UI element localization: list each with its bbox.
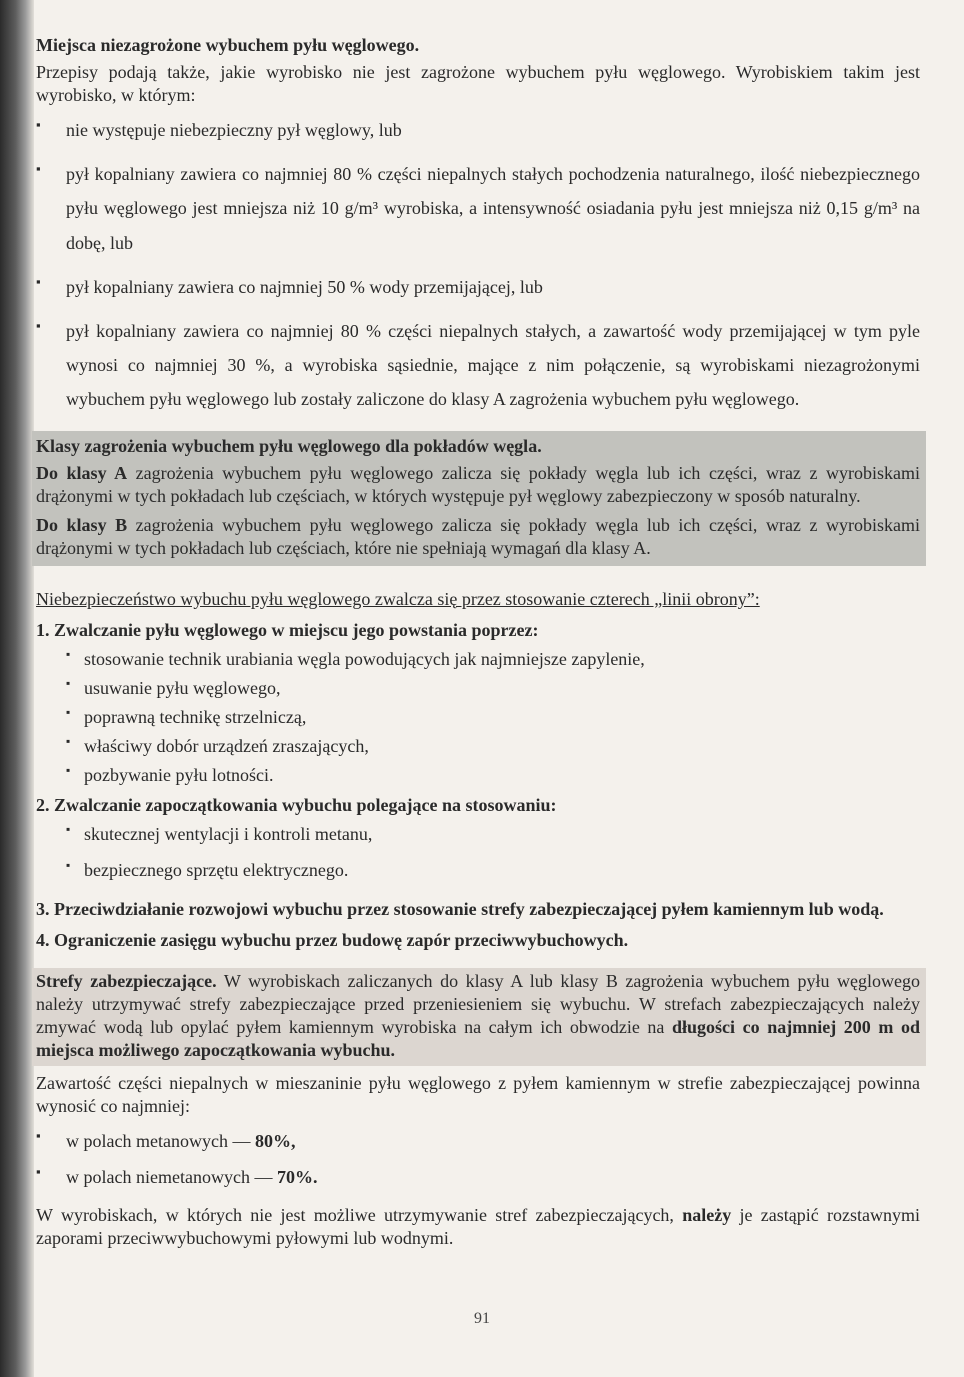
defense-line-title: 3. Przeciwdziałanie rozwojowi wybuchu przez stosowanie strefy zabezpieczającej pyłem kamiennym lub wodą. [36, 898, 884, 919]
defense-line-title: 2. Zwalczanie zapoczątkowania wybuchu polegające na stosowaniu: [36, 795, 557, 816]
list-item: ▪ nie występuje niebezpieczny pył węglowy, lub [36, 113, 920, 147]
list-item: ▪ stosowanie technik urabiania węgla powodujących jak najmniejsze zapylenie, [66, 646, 920, 672]
class-b-paragraph [36, 514, 920, 560]
pct-value: 70%. [276, 1166, 318, 1187]
pct-label: w polach metanowych — [66, 1130, 255, 1151]
safety-zones-lead: Strefy zabezpieczające. [36, 970, 217, 991]
list-item: ▪ pył kopalniany zawiera co najmniej 50 % wody przemijającej, lub [36, 270, 920, 304]
list-item [36, 1124, 920, 1158]
list-item: ▪ pył kopalniany zawiera co najmniej 80 % części niepalnych stałych, a zawartość wody przemijającej w tym pyle wynosi co najmniej 30 %, a wyrobiska sąsiednie, mające z nim połączenie, są wyrobiskami niezagrożonymi wybuchem pyłu węglowego lub zostały zaliczone do klasy A zagrożenia wybuchem pyłu węglowego. [36, 314, 920, 417]
section-intro: Przepisy podają także, jakie wyrobisko nie jest zagrożone wybuchem pyłu węglowego. Wyrobiskiem takim jest wyrobisko, w którym: [36, 62, 920, 106]
list-item: ▪ usuwanie pyłu węglowego, [66, 675, 920, 701]
class-b-lead: Do klasy B [36, 514, 128, 535]
percentage-list [36, 1124, 920, 1194]
defense-line-title: 4. Ograniczenie zasięgu wybuchu przez budowę zapór przeciwwybuchowych. [36, 929, 629, 950]
safety-zones-bold-tail: długości co najmniej 200 m od miejsca możliwego zapoczątkowania wybuchu. [36, 1016, 920, 1060]
page-number: 91 [474, 1310, 490, 1327]
safety-zones-paragraph [36, 970, 920, 1062]
list-item: ▪ właściwy dobór urządzeń zraszających, [66, 733, 920, 759]
list-item: ▪ bezpiecznego sprzętu elektrycznego. [66, 857, 920, 883]
conditions-list [36, 113, 920, 417]
document-page [36, 28, 920, 1256]
content-intro: Zawartość części niepalnych w mieszaninie pyłu węglowego z pyłem kamiennym w strefie zabezpieczającej powinna wynosić co najmniej: [36, 1072, 920, 1116]
class-a-text: zagrożenia wybuchem pyłu węglowego zalicza się pokłady węgla lub ich części, wraz z wyrobiskami drążonymi w tych pokładach lub częściach, w których występuje pył węglowy zabezpieczony w sposób naturalny. [36, 462, 920, 506]
section-heading-unthreatened: Miejsca niezagrożone wybuchem pyłu węglowego. [36, 35, 420, 55]
pct-value: 80%, [254, 1130, 296, 1151]
closing-text-b: je zastąpić rozstawnymi zaporami przeciwwybuchowymi pyłowymi lub wodnymi. [36, 1205, 920, 1249]
list-item: ▪ poprawną technikę strzelniczą, [66, 704, 920, 730]
list-item: ▪ skutecznej wentylacji i kontroli metanu, [66, 821, 920, 847]
list-item [36, 1160, 920, 1194]
pct-label: w polach niemetanowych — [66, 1166, 277, 1187]
class-a-lead: Do klasy A [36, 462, 128, 483]
closing-text-a: W wyrobiskach, w których nie jest możliwe utrzymywanie stref zabezpieczających, [36, 1205, 683, 1226]
defense-lines-intro: Niebezpieczeństwo wybuchu pyłu węglowego zwalcza się przez stosowanie czterech „linii obrony”: [36, 588, 760, 609]
safety-zones-box [32, 968, 926, 1066]
list-item: ▪ pył kopalniany zawiera co najmniej 80 % części niepalnych stałych pochodzenia naturalnego, ilość niebezpiecznego pyłu węglowego jest mniejsza niż 10 g/m³ wyrobiska, a intensywność osiadania pyłu jest mniejsza niż 0,15 g/m³ na dobę, lub [36, 157, 920, 260]
book-binding-shadow [0, 0, 34, 1377]
defense-line-bullets [36, 821, 920, 883]
class-a-paragraph [36, 462, 920, 508]
class-b-text: zagrożenia wybuchem pyłu węglowego zalicza się pokłady węgla lub ich części, wraz z wyrobiskami drążonymi w tych pokładach lub częściach, które nie spełniają wymagań dla klasy A. [36, 514, 920, 558]
list-item: ▪ pozbywanie pyłu lotności. [66, 762, 920, 788]
hazard-classes-box [32, 431, 926, 566]
closing-paragraph [36, 1204, 920, 1250]
section-heading-classes: Klasy zagrożenia wybuchem pyłu węglowego dla pokładów węgla. [36, 435, 542, 456]
defense-line-title: 1. Zwalczanie pyłu węglowego w miejscu jego powstania poprzez: [36, 619, 539, 640]
safety-zones-text: W wyrobiskach zaliczanych do klasy A lub klasy B zagrożenia wybuchem pyłu węglowego należy utrzymywać strefy zabezpieczające przed przeniesieniem się wybuchu. W strefach zabezpieczających należy zmywać wodą lub opylać pyłem kamiennym wyrobiska na całym ich obwodzie na [36, 970, 920, 1037]
closing-bold: należy [682, 1205, 732, 1226]
defense-line-bullets [36, 646, 920, 788]
